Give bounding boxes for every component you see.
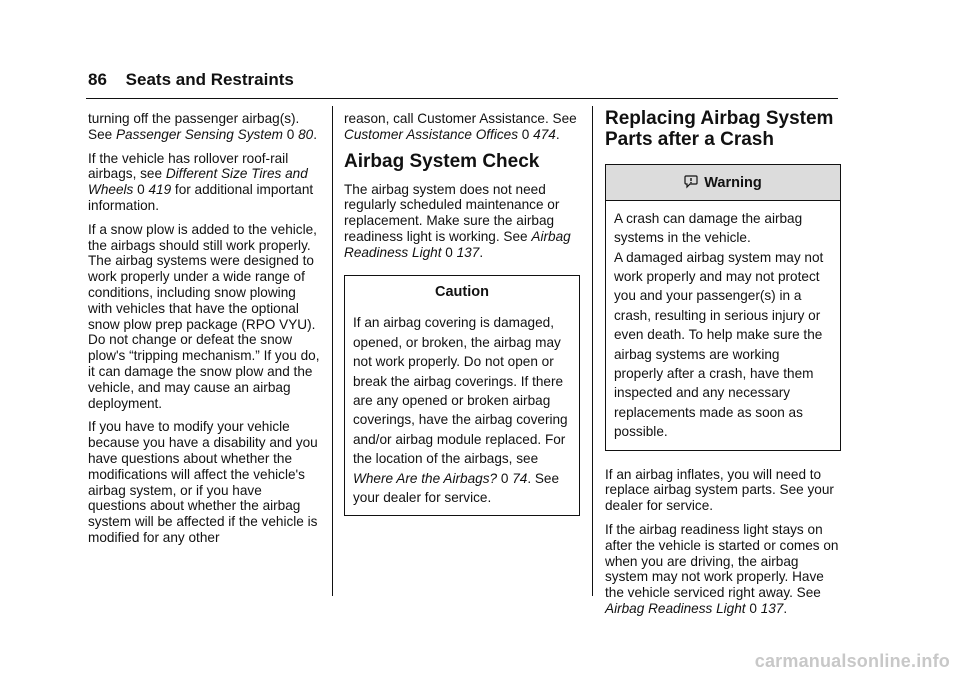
header-rule bbox=[86, 98, 838, 99]
paragraph: If a snow plow is added to the vehicle, the airbags should still work properly. The airbag systems were designed to work properly under a wide range of conditions, including snow plowing with vehicles that have the optional snow plow prep package (RPO VYU). Do not change or defeat the snow plow's “tripping mechanism.” If you do, it can damage the snow plow and the vehicle, and may cause an airbag deployment. bbox=[88, 221, 320, 411]
page-ref-arrow: 0 bbox=[286, 126, 295, 142]
column-divider-1 bbox=[332, 106, 333, 596]
page-ref-arrow: 0 bbox=[749, 601, 757, 617]
page-ref[interactable]: 474 bbox=[533, 126, 556, 142]
page-ref[interactable]: 137 bbox=[760, 601, 784, 617]
cross-reference-link[interactable]: Passenger Sensing System bbox=[115, 126, 283, 142]
page-ref[interactable]: 137 bbox=[456, 244, 480, 260]
warning-header bbox=[606, 165, 840, 201]
period: . bbox=[783, 601, 788, 617]
section-heading: Airbag System Check bbox=[344, 150, 540, 172]
warning-text: A damaged airbag system may not work properly and may not protect you and your passenger(s) in a crash, resulting in serious injury or even death. To help make sure the airbag systems are working properly after a crash, have them inspected and any necessary replacements made as soon as possible. bbox=[614, 249, 824, 440]
column-3 bbox=[605, 108, 841, 625]
page-number: 86 bbox=[88, 70, 107, 89]
page-header bbox=[88, 70, 294, 90]
page-ref[interactable]: 74 bbox=[512, 470, 528, 486]
paragraph-text: The airbag system does not need regularly scheduled maintenance or replacement. Make sure the airbag readiness light is working. See bbox=[344, 181, 560, 244]
section-title: Seats and Restraints bbox=[125, 70, 294, 89]
caution-box bbox=[344, 275, 580, 517]
caution-body bbox=[345, 309, 579, 515]
paragraph: If you have to modify your vehicle because you have a disability and you have questions about whether the modifications will affect the vehicle's airbag system, or if you have questions about whether the airbag system will be affected if the vehicle is modified for any other bbox=[88, 419, 318, 545]
caution-title: Caution bbox=[435, 283, 489, 300]
paragraph-text: . See your dealer for service. bbox=[353, 470, 560, 506]
column-divider-2 bbox=[592, 106, 593, 596]
cross-reference-link[interactable]: Airbag Readiness Light bbox=[344, 228, 571, 260]
paragraph-text: If the vehicle has rollover roof-rail airbags, see bbox=[88, 150, 289, 182]
column-1 bbox=[88, 111, 320, 554]
page-ref-arrow: 0 bbox=[445, 244, 453, 260]
cross-reference-link[interactable]: Airbag Readiness Light bbox=[605, 601, 746, 617]
paragraph-text: for additional important information. bbox=[88, 182, 314, 213]
section-heading: Replacing Airbag System Parts after a Crash bbox=[605, 108, 834, 150]
warning-box bbox=[605, 164, 841, 451]
paragraph bbox=[88, 111, 320, 143]
warning-body bbox=[606, 201, 840, 450]
cross-reference-link[interactable]: Where Are the Airbags? bbox=[353, 470, 498, 486]
paragraph bbox=[605, 522, 841, 617]
paragraph-text: If the airbag readiness light stays on after the vehicle is started or comes on when you are driving, the airbag system may not work properly. Have the vehicle serviced right away. See bbox=[605, 522, 839, 601]
watermark: carmanualsonline.info bbox=[754, 651, 950, 671]
page-ref-arrow: 0 bbox=[500, 470, 509, 486]
page-ref[interactable]: 80 bbox=[298, 126, 314, 142]
caution-text bbox=[353, 313, 571, 507]
page-ref-arrow: 0 bbox=[137, 182, 145, 198]
cross-reference-link[interactable]: Different Size Tires and Wheels bbox=[88, 166, 308, 198]
warning-title: Warning bbox=[704, 175, 762, 191]
warning-icon bbox=[684, 175, 698, 189]
page-ref[interactable]: 419 bbox=[148, 182, 172, 198]
paragraph-text: If an airbag covering is damaged, opened, or broken, the airbag may not work properly. Do not open or break the airbag coverings. If there are any opened or broken airbag coverings, have the airbag covering and/or airbag module replaced. For the location of the airbags, see bbox=[353, 315, 568, 467]
warning-text: A crash can damage the airbag systems in the vehicle. bbox=[614, 210, 803, 246]
paragraph bbox=[344, 111, 580, 143]
paragraph-text: turning off the passenger airbag(s). See bbox=[88, 111, 300, 142]
page-ref-arrow: 0 bbox=[521, 126, 530, 142]
column-2 bbox=[344, 111, 580, 532]
paragraph: If an airbag inflates, you will need to replace airbag system parts. See your dealer for service. bbox=[605, 466, 834, 514]
period: . bbox=[313, 126, 317, 142]
paragraph-text: reason, call Customer Assistance. See bbox=[344, 111, 577, 126]
period: . bbox=[555, 126, 560, 142]
paragraph bbox=[88, 151, 320, 214]
cross-reference-link[interactable]: Customer Assistance Offices bbox=[344, 126, 519, 142]
period: . bbox=[479, 244, 484, 260]
paragraph bbox=[344, 182, 580, 261]
